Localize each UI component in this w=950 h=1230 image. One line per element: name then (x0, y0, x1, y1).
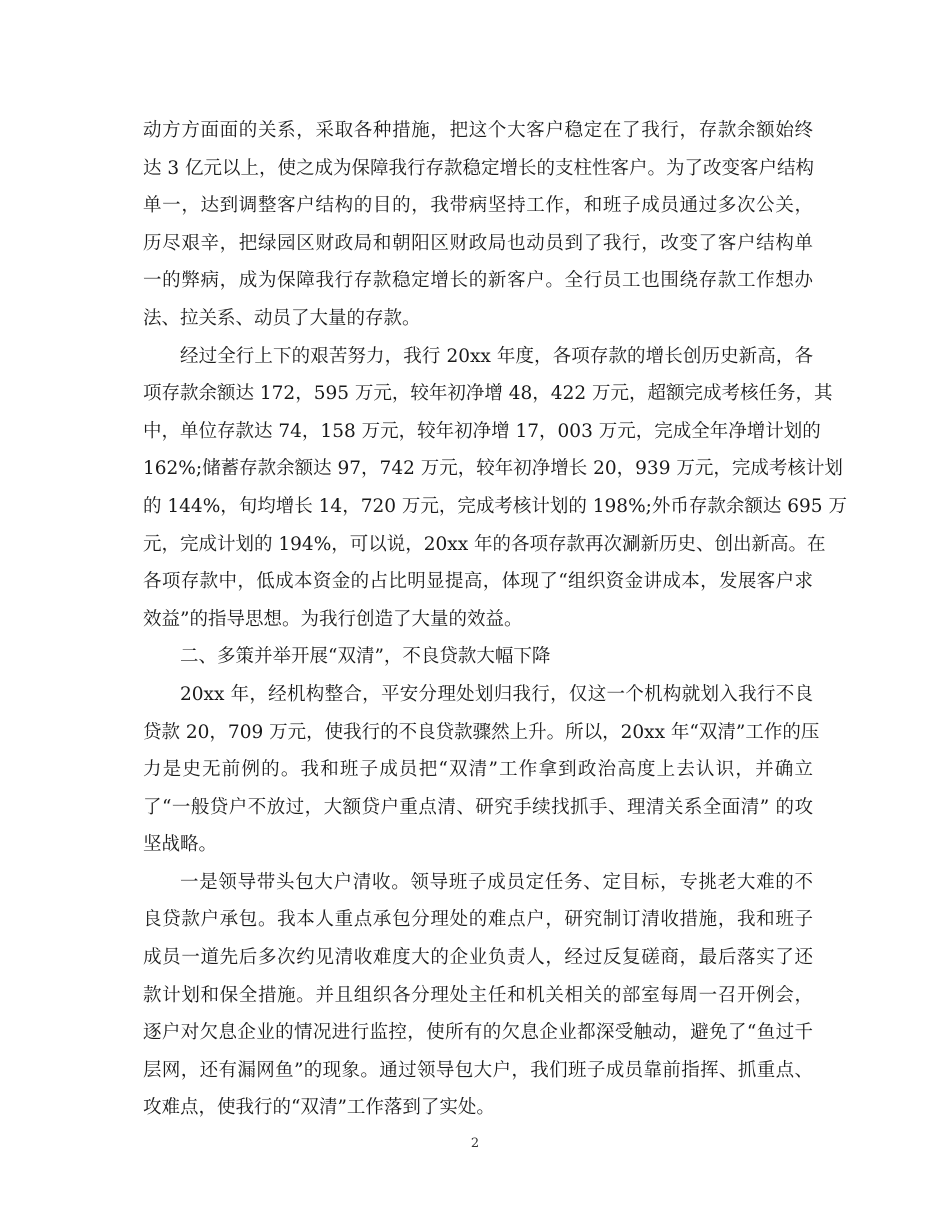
paragraph-first-line: 20xx 年，经机构整合，平安分理处划归我行，仅这一个机构就划入我行不良 (180, 683, 813, 705)
section-heading: 二、多策并举开展“双清”，不良贷款大幅下降 (180, 646, 551, 668)
text-line: 攻难点，使我行的“双清”工作落到了实处。 (143, 1097, 495, 1119)
text-line: 历尽艰辛，把绿园区财政局和朝阳区财政局也动员到了我行，改变了客户结构单 (143, 232, 813, 254)
text-line: 中，单位存款达 74，158 万元，较年初净增 17，003 万元，完成全年净增计划的 (143, 420, 821, 442)
text-line: 达 3 亿元以上，使之成为保障我行存款稳定增长的支柱性客户。为了改变客户结构 (143, 157, 815, 179)
text-line: 层网，还有漏网鱼”的现象。通过领导包大户，我们班子成员靠前指挥、抓重点、 (143, 1059, 813, 1081)
text-line: 了“一般贷户不放过，大额贷户重点清、研究手续找抓手、理清关系全面清” 的攻 (143, 796, 813, 818)
page-number: 2 (470, 1136, 480, 1151)
text-line: 力是史无前例的。我和班子成员把“双清”工作拿到政治高度上去认识，并确立 (143, 759, 813, 781)
text-line: 逐户对欠息企业的情况进行监控，使所有的欠息企业都深受触动，避免了“鱼过千 (143, 1022, 813, 1044)
text-line: 动方方面面的关系，采取各种措施，把这个大客户稳定在了我行，存款余额始终 (143, 120, 813, 141)
text-line: 单一，达到调整客户结构的目的，我带病坚持工作，和班子成员通过多次公关， (143, 195, 813, 217)
text-line: 良贷款户承包。我本人重点承包分理处的难点户，研究制订清收措施，我和班子 (143, 909, 813, 931)
text-line: 一的弊病，成为保障我行存款稳定增长的新客户。全行员工也围绕存款工作想办 (143, 270, 813, 292)
text-line: 法、拉关系、动员了大量的存款。 (143, 307, 421, 329)
text-line: 款计划和保全措施。并且组织各分理处主任和机关相关的部室每周一召开例会， (143, 984, 813, 1006)
text-line: 的 144%，旬均增长 14，720 万元，完成考核计划的 198%;外币存款余额达 695 万 (143, 495, 847, 517)
document-body (143, 112, 847, 1127)
text-line: 贷款 20，709 万元，使我行的不良贷款骤然上升。所以，20xx 年“双清”工作的压 (143, 721, 820, 743)
text-line: 162%;储蓄存款余额达 97，742 万元，较年初净增长 20，939 万元，完成考核计划 (143, 458, 843, 480)
text-line: 元，完成计划的 194%，可以说，20xx 年的各项存款再次涮新历史、创出新高。在 (143, 533, 826, 555)
text-line: 成员一道先后多次约见清收难度大的企业负责人，经过反复磋商，最后落实了还 (143, 947, 813, 969)
text-line: 各项存款中，低成本资金的占比明显提高，体现了“组织资金讲成本，发展客户求 (143, 571, 813, 593)
text-line: 坚战略。 (143, 834, 218, 856)
paragraph-first-line: 一是领导带头包大户清收。领导班子成员定任务、定目标，专挑老大难的不 (180, 871, 813, 893)
text-line: 项存款余额达 172，595 万元，较年初净增 48，422 万元，超额完成考核任务，其 (143, 383, 833, 405)
paragraph-first-line: 经过全行上下的艰苦努力，我行 20xx 年度，各项存款的增长创历史新高，各 (180, 345, 813, 367)
text-line: 效益”的指导思想。为我行创造了大量的效益。 (143, 608, 523, 630)
